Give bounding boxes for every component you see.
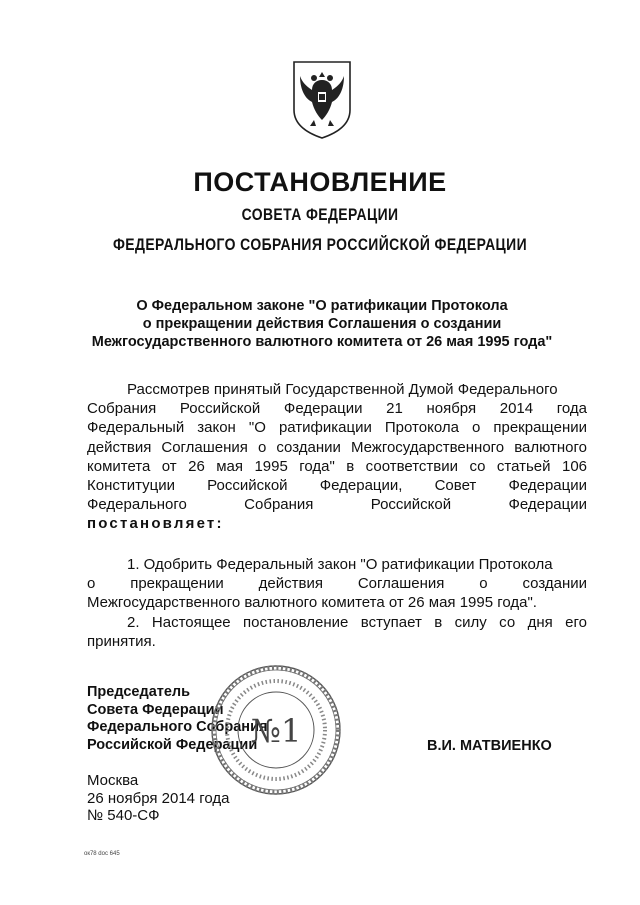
- preamble-line: действия Соглашения о создании Межгосударственного валютного: [87, 438, 587, 456]
- date: 26 ноября 2014 года: [87, 789, 230, 807]
- document-title-line: Межгосударственного валютного комитета от 26 мая 1995 года": [91, 334, 553, 350]
- item-line: 1. Одобрить Федеральный закон "О ратификации Протокола: [127, 556, 553, 573]
- preamble-line: Собрания Российской Федерации 21 ноября 2014 года: [87, 400, 587, 418]
- item-line: о прекращении действия Соглашения о создании: [87, 575, 587, 593]
- document-type-heading: ПОСТАНОВЛЕНИЕ: [193, 167, 447, 197]
- preamble-line: Конституции Российской Федерации, Совет Федерации: [87, 477, 587, 495]
- issuer-heading-line1: СОВЕТА ФЕДЕРАЦИИ: [241, 205, 399, 224]
- preamble-line: Федерального Собрания Российской Федерации: [87, 496, 587, 514]
- preamble-paragraph: [87, 380, 587, 534]
- signatory-name: В.И. МАТВИЕНКО: [427, 738, 552, 754]
- item-line: 2. Настоящее постановление вступает в силу со дня его: [127, 613, 587, 631]
- position-line: Председатель: [87, 684, 191, 700]
- preamble-line: Рассмотрев принятый Государственной Думой Федерального: [127, 381, 558, 398]
- document-title-line: О Федеральном законе "О ратификации Протокола: [136, 298, 508, 314]
- footer-code: ок78 doc 645: [84, 851, 120, 857]
- position-line: Федерального Собрания: [87, 719, 268, 735]
- document-title-line: о прекращении действия Соглашения о создании: [142, 316, 502, 332]
- document-number: № 540-СФ: [87, 807, 160, 824]
- preamble-line: Федеральный закон "О ратификации Протокола о прекращении: [87, 419, 587, 437]
- item-line: принятия.: [87, 632, 156, 650]
- resolves-word: постановляет:: [87, 515, 224, 533]
- stamp-number: №1: [250, 712, 302, 750]
- item-line: Межгосударственного валютного комитета от 26 мая 1995 года".: [87, 594, 537, 612]
- position-line: Совета Федерации: [87, 701, 224, 718]
- resolution-items: [87, 555, 587, 651]
- coat-of-arms-icon: [290, 58, 354, 140]
- round-seal-icon: [208, 662, 344, 798]
- issuer-heading-line2: ФЕДЕРАЛЬНОГО СОБРАНИЯ РОССИЙСКОЙ ФЕДЕРАЦИИ: [112, 235, 528, 254]
- document-title: [60, 297, 584, 351]
- position-line: Российской Федерации: [87, 736, 258, 753]
- place: Москва: [87, 772, 139, 789]
- preamble-line: комитета от 26 мая 1995 года" в соответствии со статьей 106: [87, 457, 587, 475]
